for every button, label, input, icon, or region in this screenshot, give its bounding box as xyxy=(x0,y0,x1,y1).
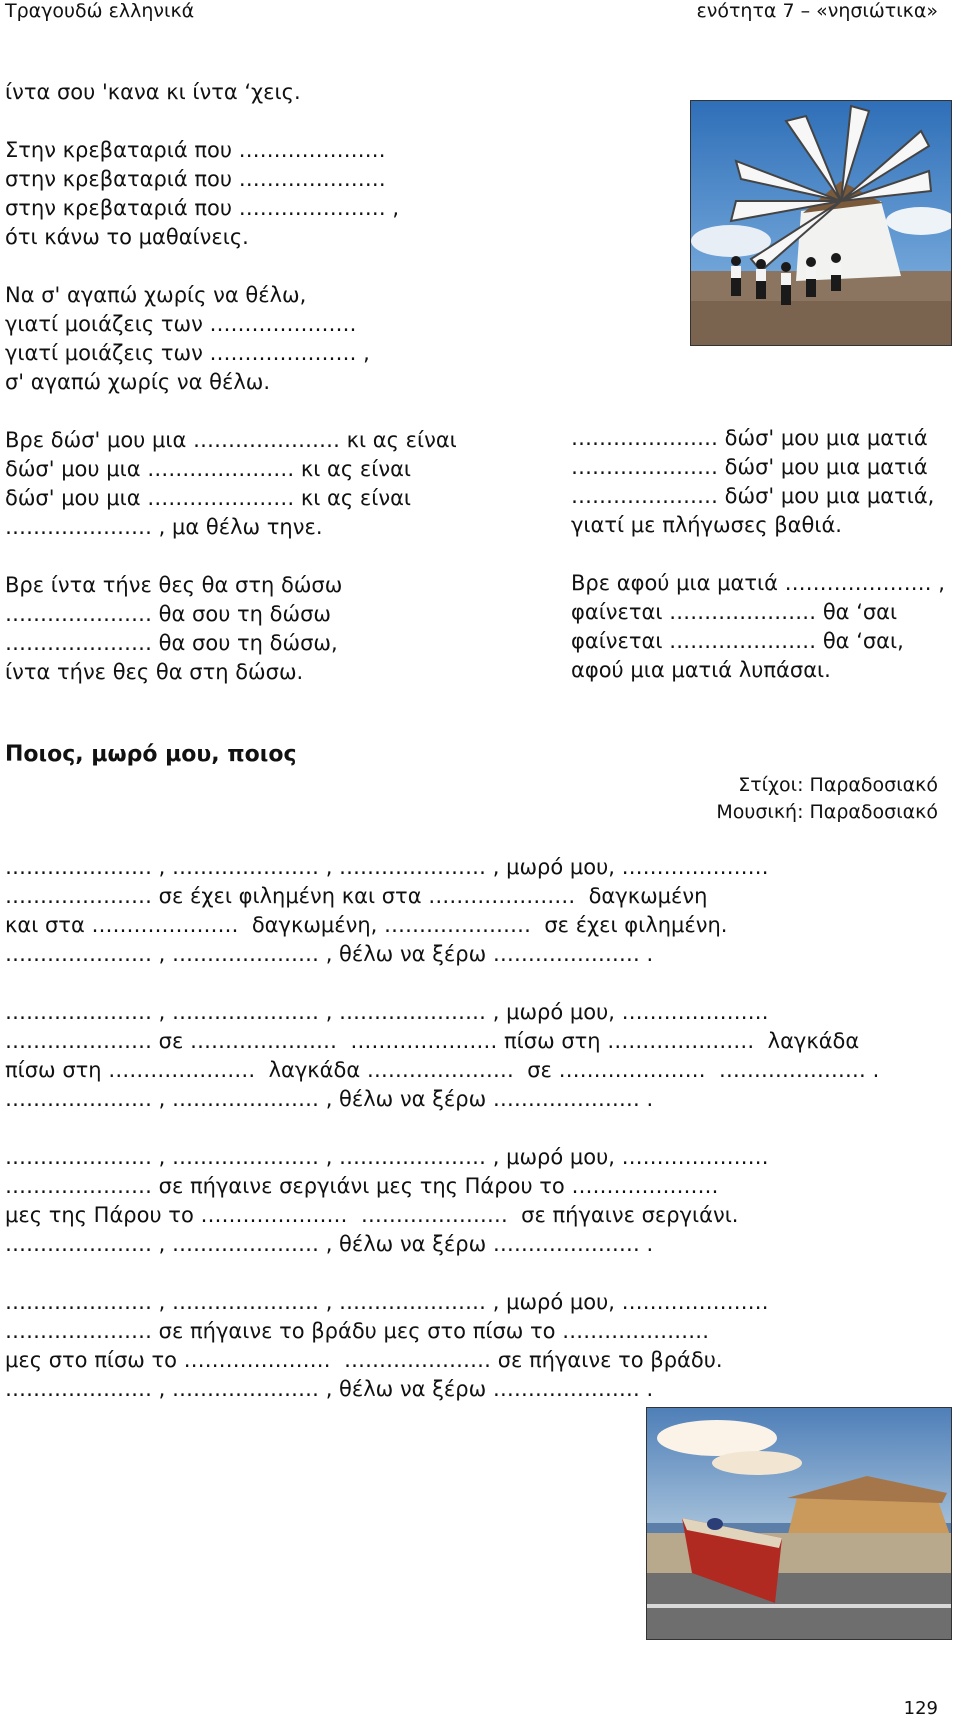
lyric-line: ………………… , μα θέλω τηνε. xyxy=(5,515,323,539)
lyric-line: πίσω στη ………………… λαγκάδα ………………… σε ………………… ………………… . xyxy=(5,1058,880,1082)
lyric-line xyxy=(5,1114,879,1143)
song2-title: Ποιος, μωρό μου, ποιος xyxy=(5,742,297,767)
song2-lyrics xyxy=(5,853,879,1404)
lyric-line: ………………… σε πήγαινε σεργιάνι μες της Πάρου το ………………… xyxy=(5,1174,719,1198)
lyric-line: ………………… σε έχει φιλημένη και στα ………………… δαγκωμένη xyxy=(5,884,708,908)
song1-right-column xyxy=(571,424,945,685)
lyric-line: Να σ' αγαπώ χωρίς να θέλω, xyxy=(5,283,307,307)
lyric-line: ………………… , ………………… , θέλω να ξέρω ………………… . xyxy=(5,1087,654,1111)
lyric-line: ………………… δώσ' μου μια ματιά xyxy=(571,426,928,450)
lyric-line: ………………… σε πήγαινε το βράδυ μες στο πίσω το ………………… xyxy=(5,1319,710,1343)
lyric-line: ………………… θα σου τη δώσω xyxy=(5,602,331,626)
lyric-line: σ' αγαπώ χωρίς να θέλω. xyxy=(5,370,271,394)
lyric-line xyxy=(5,252,457,281)
lyric-line: Βρε αφού μια ματιά ………………… , xyxy=(571,571,945,595)
lyric-line: ………………… , ………………… , ………………… , μωρό μου, ………………… xyxy=(5,1145,769,1169)
lyric-line: αφού μια ματιά λυπάσαι. xyxy=(571,658,831,682)
lyric-line: γιατί με πλήγωσες βαθιά. xyxy=(571,513,842,537)
lyric-line: Στην κρεβαταριά που ………………… xyxy=(5,138,386,162)
lyric-line: γιατί μοιάζεις των ………………… , xyxy=(5,341,370,365)
lyric-line: Βρε δώσ' μου μια ………………… κι ας είναι xyxy=(5,428,457,452)
page-header xyxy=(0,0,960,24)
lyric-line: ………………… , ………………… , θέλω να ξέρω ………………… . xyxy=(5,1377,654,1401)
lyric-line: ………………… σε ………………… ………………… πίσω στη ………………… λαγκάδα xyxy=(5,1029,860,1053)
lyric-line: ………………… δώσ' μου μια ματιά, xyxy=(571,484,935,508)
lyric-line: μες της Πάρου το ………………… ………………… σε πήγαινε σεργιάνι. xyxy=(5,1203,739,1227)
lyric-line xyxy=(5,1259,879,1288)
header-book-title: Τραγουδώ ελληνικά xyxy=(5,0,195,22)
song2-credits xyxy=(716,772,938,826)
lyric-line: δώσ' μου μια ………………… κι ας είναι xyxy=(5,486,412,510)
lyric-line: στην κρεβαταριά που ………………… , xyxy=(5,196,400,220)
lyric-line: δώσ' μου μια ………………… κι ας είναι xyxy=(5,457,412,481)
lyric-line: γιατί μοιάζεις των ………………… xyxy=(5,312,357,336)
lyric-line xyxy=(571,540,945,569)
lyric-line: ………………… δώσ' μου μια ματιά xyxy=(571,455,928,479)
music-credit: Μουσική: Παραδοσιακό xyxy=(716,801,938,823)
lyric-line xyxy=(5,542,457,571)
song1-left-column xyxy=(5,78,457,687)
lyric-line: ………………… , ………………… , θέλω να ξέρω ………………… . xyxy=(5,1232,654,1256)
lyric-line xyxy=(5,397,457,426)
lyric-line: ίντα σου 'κανα κι ίντα ‘χεις. xyxy=(5,80,301,104)
lyric-line xyxy=(5,107,457,136)
lyric-line: Βρε ίντα τήνε θες θα στη δώσω xyxy=(5,573,343,597)
header-unit-title: ενότητα 7 – «νησιώτικα» xyxy=(696,0,938,22)
lyric-line: φαίνεται ………………… θα ‘σαι xyxy=(571,600,898,624)
lyric-line: ………………… θα σου τη δώσω, xyxy=(5,631,338,655)
windmill-dancers-photo xyxy=(690,100,952,346)
lyric-line: στην κρεβαταριά που ………………… xyxy=(5,167,386,191)
page-number: 129 xyxy=(903,1698,938,1719)
lyric-line: ………………… , ………………… , ………………… , μωρό μου, ………………… xyxy=(5,1000,769,1024)
lyric-line: ίντα τήνε θες θα στη δώσω. xyxy=(5,660,304,684)
lyric-line: ………………… , ………………… , ………………… , μωρό μου, ………………… xyxy=(5,1290,769,1314)
lyric-line: ………………… , ………………… , ………………… , μωρό μου, ………………… xyxy=(5,855,769,879)
lyric-line: ………………… , ………………… , θέλω να ξέρω ………………… . xyxy=(5,942,654,966)
red-boat-painting xyxy=(646,1407,952,1640)
lyric-line xyxy=(5,969,879,998)
lyric-line: ότι κάνω το μαθαίνεις. xyxy=(5,225,249,249)
lyric-line: και στα ………………… δαγκωμένη, ………………… σε έχει φιλημένη. xyxy=(5,913,728,937)
lyric-line: μες στο πίσω το ………………… ………………… σε πήγαινε το βράδυ. xyxy=(5,1348,723,1372)
lyric-line: φαίνεται ………………… θα ‘σαι, xyxy=(571,629,904,653)
lyrics-credit: Στίχοι: Παραδοσιακό xyxy=(738,774,938,796)
